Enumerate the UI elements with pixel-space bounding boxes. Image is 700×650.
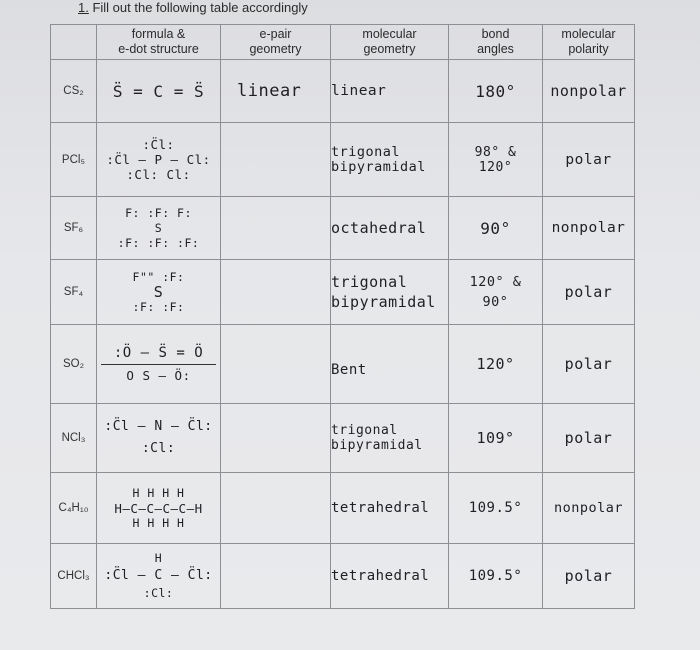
table-row	[51, 544, 635, 609]
geometry-sf4: trigonal bipyramidal	[331, 260, 449, 325]
angles-so2: 120°	[449, 325, 543, 404]
angles-ncl3: 109°	[449, 404, 543, 473]
header-molecular-geometry: molecular geometry	[331, 25, 449, 60]
angles-sf4: 120° & 90°	[449, 260, 543, 325]
geometry-pcl5: trigonal bipyramidal	[331, 123, 449, 197]
polarity-chcl3: polar	[543, 544, 635, 609]
angles-cs2: 180°	[449, 60, 543, 123]
table-row	[51, 473, 635, 544]
structure-c4h10: H H H H H–C–C–C–C–H H H H H	[97, 473, 221, 544]
polarity-sf4: polar	[543, 260, 635, 325]
geometry-c4h10: tetrahedral	[331, 473, 449, 544]
epair-cs2: linear	[221, 60, 331, 123]
formula-so2: SO₂	[51, 325, 97, 404]
header-polarity: molecular polarity	[543, 25, 635, 60]
table-row	[51, 404, 635, 473]
epair-chcl3	[221, 544, 331, 609]
table-row	[51, 325, 635, 404]
table-row	[51, 60, 635, 123]
structure-ncl3: :C̈l – N – C̈l: :Cl:	[97, 404, 221, 473]
structure-chcl3: H :C̈l – C – C̈l: :Cl:	[97, 544, 221, 609]
structure-sf6: F: :F: F: S :F: :F: :F:	[97, 197, 221, 260]
instruction-text: Fill out the following table accordingly	[92, 0, 308, 15]
angles-chcl3: 109.5°	[449, 544, 543, 609]
structure-sf4: F"" :F: S :F: :F:	[97, 260, 221, 325]
formula-pcl5: PCl₅	[51, 123, 97, 197]
geometry-ncl3: trigonal bipyramidal	[331, 404, 449, 473]
structure-pcl5: :C̈l: :C̈l – P – Cl: :Cl: Cl:	[97, 123, 221, 197]
instruction	[78, 0, 308, 15]
formula-sf4: SF₄	[51, 260, 97, 325]
header-bond-angles: bond angles	[449, 25, 543, 60]
header-epair: e-pair geometry	[221, 25, 331, 60]
angles-pcl5: 98° & 120°	[449, 123, 543, 197]
epair-so2	[221, 325, 331, 404]
polarity-so2: polar	[543, 325, 635, 404]
header-blank	[51, 25, 97, 60]
polarity-ncl3: polar	[543, 404, 635, 473]
formula-ncl3: NCl₃	[51, 404, 97, 473]
epair-sf4	[221, 260, 331, 325]
angles-sf6: 90°	[449, 197, 543, 260]
polarity-cs2: nonpolar	[543, 60, 635, 123]
geometry-sf6: octahedral	[331, 197, 449, 260]
geometry-chcl3: tetrahedral	[331, 544, 449, 609]
formula-c4h10: C₄H₁₀	[51, 473, 97, 544]
formula-sf6: SF₆	[51, 197, 97, 260]
epair-sf6	[221, 197, 331, 260]
epair-c4h10	[221, 473, 331, 544]
table-row	[51, 260, 635, 325]
table-row	[51, 197, 635, 260]
polarity-pcl5: polar	[543, 123, 635, 197]
structure-so2: :Ö – S̈ = Ö O S – Ö:	[97, 325, 221, 404]
polarity-sf6: nonpolar	[543, 197, 635, 260]
angles-c4h10: 109.5°	[449, 473, 543, 544]
geometry-cs2: linear	[331, 60, 449, 123]
header-formula: formula & e-dot structure	[97, 25, 221, 60]
geometry-so2: Bent	[331, 325, 449, 404]
instruction-number: 1.	[78, 0, 89, 15]
epair-pcl5	[221, 123, 331, 197]
chemistry-table	[50, 24, 635, 609]
formula-cs2: CS₂	[51, 60, 97, 123]
formula-chcl3: CHCl₃	[51, 544, 97, 609]
table-row	[51, 123, 635, 197]
header-row	[51, 25, 635, 60]
epair-ncl3	[221, 404, 331, 473]
structure-cs2: S̈ = C = S̈	[97, 60, 221, 123]
polarity-c4h10: nonpolar	[543, 473, 635, 544]
